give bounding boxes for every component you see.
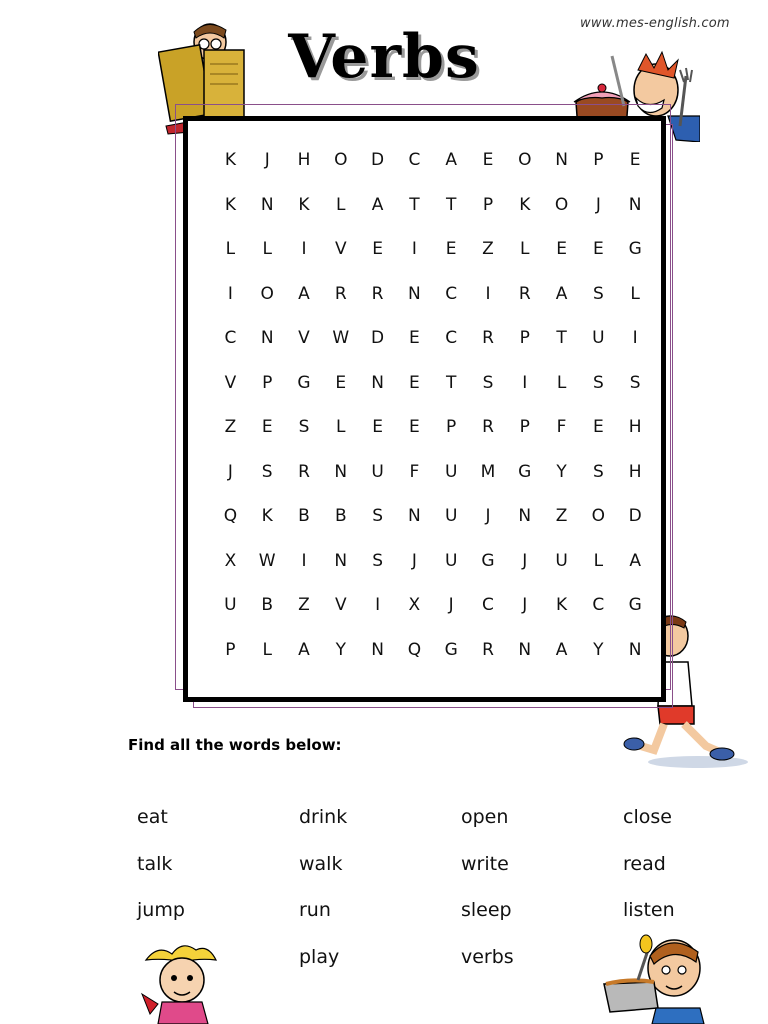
grid-letter: J — [264, 150, 270, 171]
grid-letter: N — [260, 194, 274, 215]
word-item-empty — [623, 940, 768, 987]
grid-letter: R — [482, 417, 494, 438]
grid-letter: V — [224, 372, 237, 393]
grid-letter: O — [260, 283, 274, 304]
grid-letter: E — [409, 372, 420, 393]
grid-letter: A — [298, 639, 310, 660]
grid-letter: J — [522, 550, 528, 571]
grid-letter: R — [334, 283, 347, 304]
grid-letter: S — [592, 461, 604, 482]
grid-letter: K — [298, 194, 310, 215]
grid-letter: J — [595, 194, 601, 215]
grid-letter: G — [518, 461, 532, 482]
grid-letter: S — [592, 283, 604, 304]
grid-letter: C — [445, 328, 458, 349]
grid-letter: J — [411, 550, 417, 571]
grid-letter: S — [298, 417, 310, 438]
grid-letter: S — [482, 372, 494, 393]
grid-letter: P — [446, 417, 457, 438]
grid-letter: E — [482, 150, 494, 171]
grid-letter: N — [408, 506, 421, 527]
grid-letter: A — [555, 283, 568, 304]
word-item: listen — [623, 899, 675, 921]
grid-letter: P — [225, 639, 236, 660]
word-item-empty — [137, 940, 299, 987]
word-item: walk — [299, 852, 343, 875]
grid-letter: J — [227, 461, 233, 482]
instructions-text: Find all the words below: — [128, 736, 342, 754]
grid-letter: L — [336, 417, 346, 438]
grid-letter: G — [444, 639, 458, 660]
grid-letter: R — [482, 639, 494, 660]
grid-letter: J — [522, 595, 528, 616]
grid-letter: A — [445, 150, 457, 171]
grid-letter: L — [520, 239, 530, 260]
grid-letter: E — [409, 417, 420, 438]
letter-grid — [212, 138, 654, 672]
grid-letter: Z — [224, 417, 237, 438]
grid-letter: L — [630, 283, 640, 304]
word-item: drink — [299, 806, 348, 828]
grid-letter: S — [629, 372, 641, 393]
grid-letter: D — [371, 150, 385, 171]
word-item: sleep — [461, 899, 512, 921]
grid-letter: A — [555, 639, 568, 660]
word-item: read — [623, 852, 666, 875]
word-item: run — [299, 899, 331, 921]
grid-letter: R — [371, 283, 384, 304]
grid-letter: E — [372, 417, 383, 438]
word-item: verbs — [461, 945, 514, 968]
word-list — [137, 800, 768, 986]
word-item: play — [299, 945, 340, 968]
word-item: eat — [137, 806, 168, 828]
grid-letter: E — [409, 328, 420, 349]
grid-letter: I — [227, 283, 233, 304]
grid-letter: I — [375, 595, 381, 616]
grid-letter: D — [628, 506, 642, 527]
grid-letter: U — [444, 550, 458, 571]
grid-letter: U — [371, 461, 384, 482]
grid-letter: L — [262, 639, 272, 660]
site-url: www.mes-english.com — [580, 16, 730, 31]
word-item: talk — [137, 852, 173, 875]
grid-letter: N — [371, 372, 384, 393]
grid-letter: I — [301, 239, 307, 260]
grid-letter: B — [298, 506, 310, 527]
grid-letter: Z — [482, 239, 494, 260]
grid-letter: J — [448, 595, 454, 616]
grid-letter: G — [628, 595, 642, 616]
page-title: Verbs — [288, 22, 480, 92]
grid-letter: O — [518, 150, 532, 171]
grid-letter: W — [332, 328, 350, 349]
grid-letter: N — [334, 550, 348, 571]
grid-letter: V — [298, 328, 310, 349]
grid-letter: N — [371, 639, 384, 660]
grid-letter: E — [261, 417, 273, 438]
grid-letter: V — [334, 595, 347, 616]
grid-letter: X — [408, 595, 421, 616]
grid-letter: C — [592, 595, 605, 616]
grid-letter: Z — [298, 595, 310, 616]
word-item: close — [623, 806, 672, 828]
grid-letter: T — [409, 194, 420, 215]
grid-letter: I — [411, 239, 417, 260]
grid-letter: N — [334, 461, 348, 482]
grid-letter: O — [334, 150, 348, 171]
grid-letter: N — [628, 194, 642, 215]
grid-letter: S — [372, 550, 383, 571]
grid-letter: T — [556, 328, 567, 349]
grid-letter: L — [336, 194, 346, 215]
grid-letter: N — [518, 639, 532, 660]
grid-letter: E — [592, 239, 604, 260]
grid-letter: S — [372, 506, 383, 527]
word-item: jump — [137, 899, 185, 921]
grid-letter: T — [445, 372, 457, 393]
grid-letter: U — [592, 328, 605, 349]
grid-letter: A — [298, 283, 310, 304]
grid-letter: X — [224, 550, 237, 571]
grid-letter: K — [224, 194, 236, 215]
grid-letter: H — [297, 150, 311, 171]
word-item: write — [461, 852, 509, 875]
grid-letter: G — [481, 550, 495, 571]
grid-letter: N — [518, 506, 532, 527]
grid-letter: P — [519, 417, 530, 438]
grid-letter: M — [480, 461, 496, 482]
grid-letter: J — [485, 506, 491, 527]
grid-letter: E — [335, 372, 347, 393]
grid-letter: Z — [555, 506, 568, 527]
grid-letter: N — [628, 639, 642, 660]
grid-letter: F — [556, 417, 567, 438]
grid-letter: H — [628, 417, 642, 438]
grid-letter: A — [371, 194, 384, 215]
word-item: open — [461, 806, 509, 828]
grid-letter: Y — [593, 639, 604, 660]
grid-letter: U — [444, 506, 458, 527]
grid-letter: F — [409, 461, 420, 482]
grid-letter: B — [334, 506, 347, 527]
grid-letter: A — [629, 550, 641, 571]
grid-letter: K — [224, 150, 236, 171]
grid-letter: N — [260, 328, 274, 349]
grid-letter: L — [225, 239, 236, 260]
grid-letter: C — [445, 283, 458, 304]
grid-letter: C — [408, 150, 421, 171]
grid-letter: L — [556, 372, 567, 393]
grid-letter: I — [632, 328, 638, 349]
grid-letter: K — [555, 595, 568, 616]
grid-letter: Q — [407, 639, 422, 660]
grid-letter: E — [556, 239, 567, 260]
grid-letter: D — [371, 328, 385, 349]
grid-letter: I — [301, 550, 307, 571]
grid-letter: G — [297, 372, 311, 393]
grid-letter: W — [258, 550, 276, 571]
grid-letter: U — [555, 550, 568, 571]
grid-letter: H — [628, 461, 642, 482]
grid-letter: S — [592, 372, 604, 393]
grid-letter: R — [298, 461, 310, 482]
grid-letter: I — [522, 372, 528, 393]
grid-letter: C — [482, 595, 494, 616]
grid-letter: G — [628, 239, 642, 260]
grid-letter: N — [555, 150, 568, 171]
grid-letter: Y — [556, 461, 567, 482]
grid-letter: O — [554, 194, 569, 215]
grid-letter: T — [445, 194, 457, 215]
grid-letter: P — [519, 328, 530, 349]
grid-letter: E — [592, 417, 604, 438]
grid-letter: U — [224, 595, 237, 616]
grid-letter: N — [408, 283, 421, 304]
grid-letter: Y — [335, 639, 346, 660]
grid-letter: R — [518, 283, 531, 304]
grid-letter: C — [224, 328, 237, 349]
grid-letter: P — [482, 194, 494, 215]
grid-letter: R — [482, 328, 494, 349]
grid-letter: S — [261, 461, 273, 482]
grid-letter: P — [593, 150, 604, 171]
grid-letter: V — [334, 239, 347, 260]
grid-letter: O — [591, 506, 606, 527]
grid-letter: U — [444, 461, 458, 482]
grid-letter: E — [629, 150, 641, 171]
grid-letter: L — [593, 550, 604, 571]
grid-letter: L — [262, 239, 272, 260]
grid-letter: K — [261, 506, 273, 527]
grid-letter: E — [372, 239, 383, 260]
grid-letter: E — [445, 239, 457, 260]
grid-letter: K — [519, 194, 531, 215]
grid-letter: I — [485, 283, 491, 304]
grid-letter: B — [261, 595, 274, 616]
grid-letter: P — [262, 372, 273, 393]
grid-letter: Q — [223, 506, 238, 527]
